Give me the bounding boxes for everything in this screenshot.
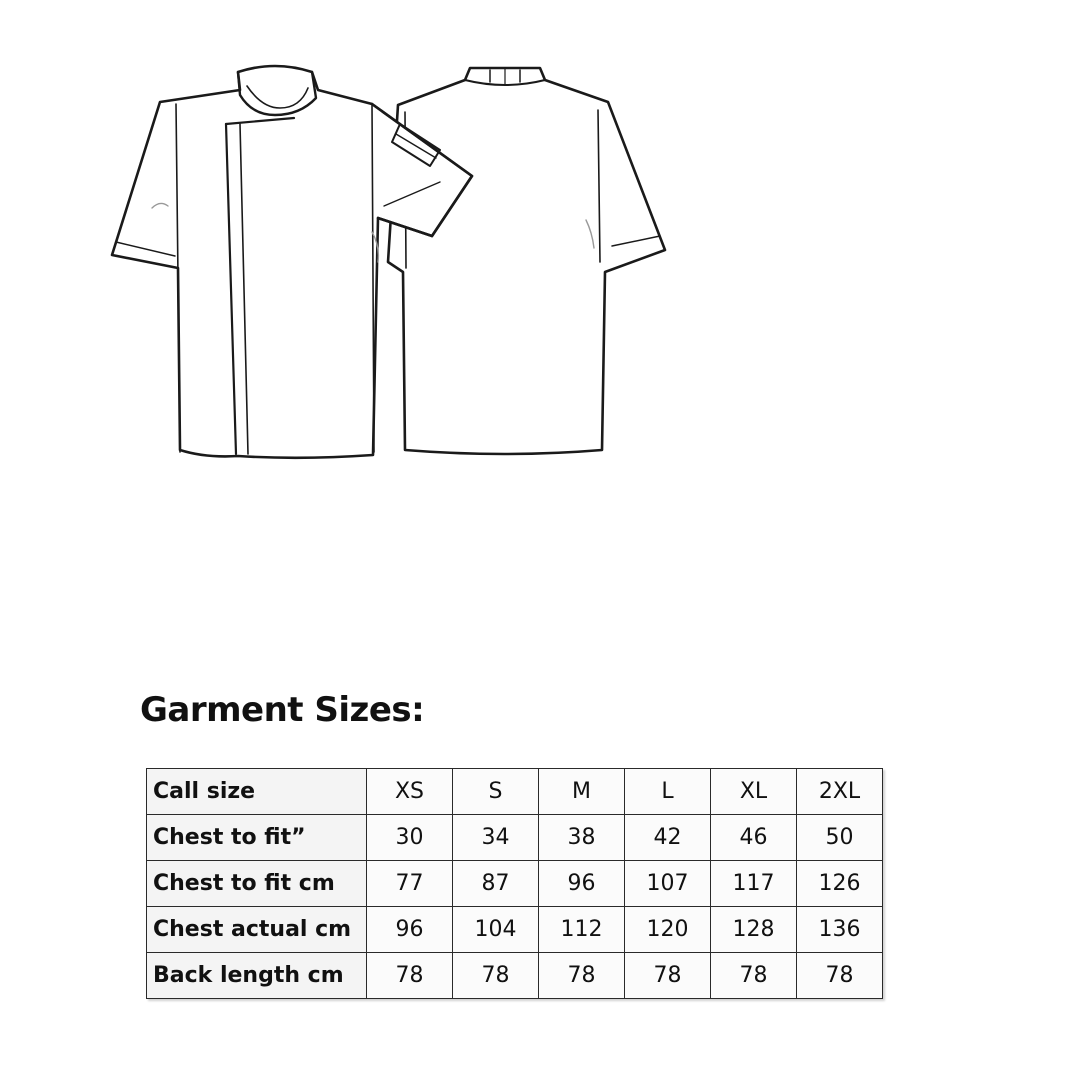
row-label: Call size — [147, 769, 367, 815]
table-cell: 42 — [625, 815, 711, 861]
table-row — [147, 861, 883, 907]
table-cell: 78 — [797, 953, 883, 999]
table-cell: 126 — [797, 861, 883, 907]
table-cell: 46 — [711, 815, 797, 861]
table-cell: XL — [711, 769, 797, 815]
table-cell: XS — [367, 769, 453, 815]
table-cell: 112 — [539, 907, 625, 953]
table-cell: 96 — [539, 861, 625, 907]
table-cell: 117 — [711, 861, 797, 907]
table-cell: 136 — [797, 907, 883, 953]
row-label: Chest to fit” — [147, 815, 367, 861]
table-row — [147, 769, 883, 815]
table-cell: 2XL — [797, 769, 883, 815]
table-cell: 50 — [797, 815, 883, 861]
table-cell: 38 — [539, 815, 625, 861]
table-cell: 30 — [367, 815, 453, 861]
row-label: Back length cm — [147, 953, 367, 999]
row-label: Chest to fit cm — [147, 861, 367, 907]
table-cell: S — [453, 769, 539, 815]
table-cell: 34 — [453, 815, 539, 861]
table-cell: 120 — [625, 907, 711, 953]
table-cell: M — [539, 769, 625, 815]
table-cell: 107 — [625, 861, 711, 907]
table-cell: 96 — [367, 907, 453, 953]
table-cell: 78 — [367, 953, 453, 999]
table-cell: 78 — [625, 953, 711, 999]
table-cell: 128 — [711, 907, 797, 953]
table-cell: 78 — [539, 953, 625, 999]
table-cell: 87 — [453, 861, 539, 907]
table-row — [147, 815, 883, 861]
table-cell: 104 — [453, 907, 539, 953]
garment-illustration — [100, 55, 680, 475]
jacket-back-drawing — [388, 68, 665, 454]
garment-sizes-heading: Garment Sizes: — [140, 690, 425, 730]
table-row — [147, 907, 883, 953]
table-cell: 78 — [453, 953, 539, 999]
table-cell: L — [625, 769, 711, 815]
table-cell: 77 — [367, 861, 453, 907]
table-row — [147, 953, 883, 999]
row-label: Chest actual cm — [147, 907, 367, 953]
size-chart-table — [146, 768, 883, 999]
table-cell: 78 — [711, 953, 797, 999]
